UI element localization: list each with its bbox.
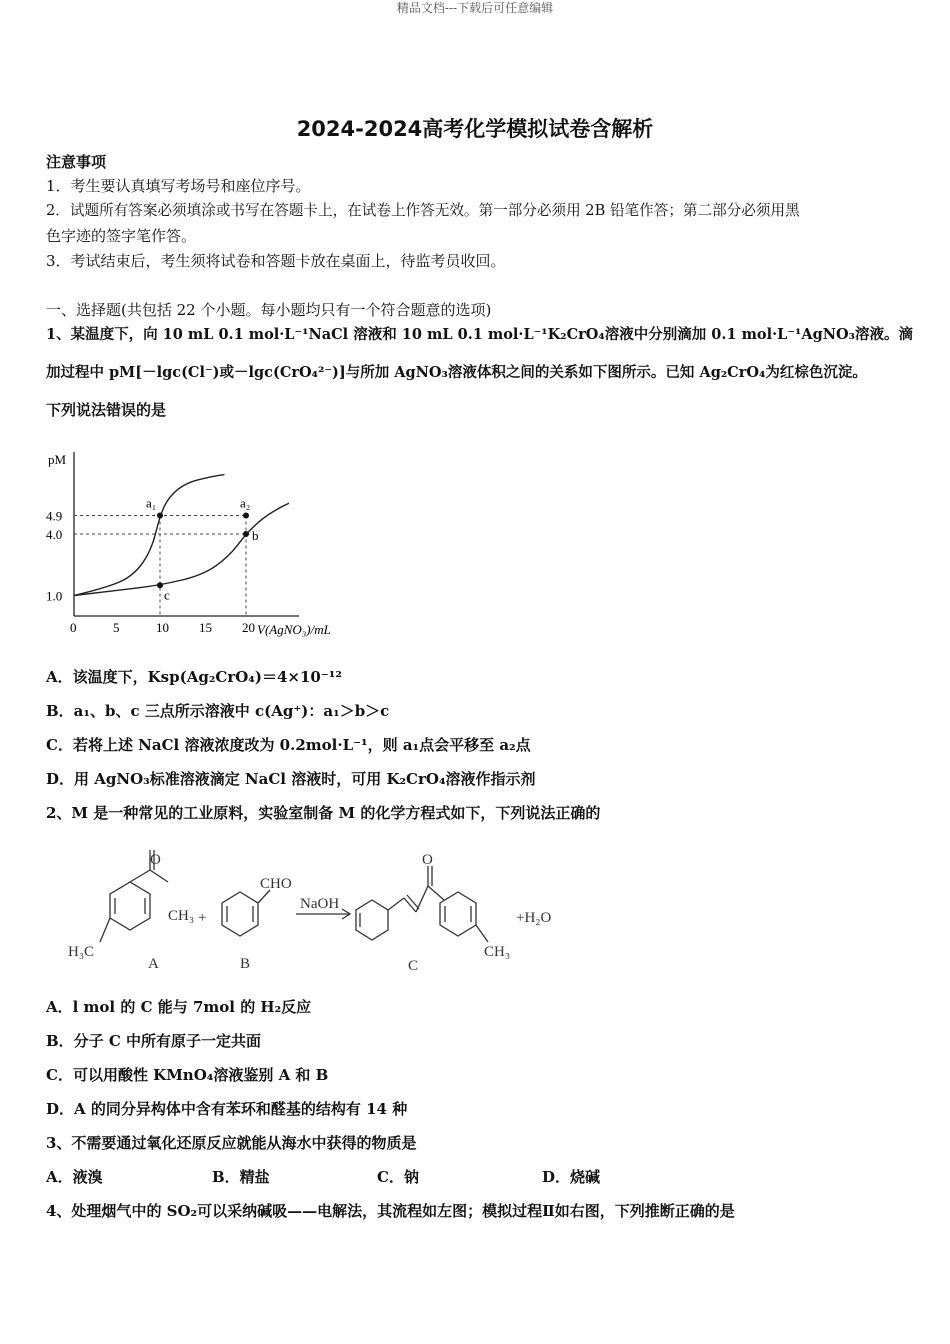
label-c: C [408, 958, 419, 974]
q4-stem: 4、处理烟气中的 SO₂可以采纳碱吸——电解法，其流程如左图；模拟过程Ⅱ如右图，下列推断正确的是 [46, 1202, 735, 1220]
q1-option-b: B．a₁、b、c 三点所示溶液中 c(Ag⁺)：a₁＞b＞c [46, 702, 390, 720]
x-tick-label: 0 [70, 620, 77, 635]
q1-stem: 加过程中 pM[－lgc(Cl⁻)或－lgc(CrO₄²⁻)]与所加 AgNO₃溶液体积之间的关系如下图所示。已知 Ag₂CrO₄为红棕色沉淀。 [46, 364, 867, 381]
point-label: a₂ [240, 495, 251, 511]
water-label: +H₂O [516, 910, 552, 926]
x-tick-label: 5 [113, 620, 120, 635]
q3-option-b: B．精盐 [212, 1168, 270, 1186]
o-label: O [422, 852, 433, 868]
page-header-watermark: 精品文档---下载后可任意编辑 [396, 1, 554, 15]
data-point [157, 582, 163, 588]
y-tick-label: 4.9 [46, 508, 63, 524]
data-point [243, 531, 249, 537]
q2-option-b: B．分子 C 中所有原子一定共面 [46, 1032, 262, 1050]
notice-item: 色字迹的签字笔作答。 [46, 227, 197, 245]
x-tick-label: 10 [156, 620, 169, 635]
series-line-2 [74, 503, 289, 595]
q1-option-c: C．若将上述 NaCl 溶液浓度改为 0.2mol·L⁻¹，则 a₁点会平移至 a₂点 [46, 736, 531, 754]
notice-item: 2．试题所有答案必须填涂或书写在答题卡上，在试卷上作答无效。第一部分必须用 2B 铅笔作答；第二部分必须用黑 [46, 202, 800, 219]
q1-stem: 下列说法错误的是 [46, 401, 167, 419]
q2-stem: 2、M 是一种常见的工业原料，实验室制备 M 的化学方程式如下，下列说法正确的 [46, 804, 601, 822]
label-b: B [240, 956, 251, 972]
reaction-scheme [60, 842, 600, 982]
q2-option-d: D．A 的同分异构体中含有苯环和醛基的结构有 14 种 [46, 1100, 408, 1118]
plus-label: + [198, 910, 207, 926]
point-label: b [252, 528, 259, 543]
data-point [157, 513, 163, 519]
q1-option-a: A．该温度下，Ksp(Ag₂CrO₄)＝4×10⁻¹² [46, 668, 342, 686]
q3-option-a: A．液溴 [46, 1168, 103, 1186]
o-label: O [150, 852, 161, 868]
benzene-ring-a [110, 882, 150, 930]
label-a: A [148, 956, 159, 972]
y-axis-label: pM [48, 452, 67, 467]
pm-volume-chart [44, 440, 374, 645]
y-tick-label: 1.0 [46, 588, 63, 604]
point-label: c [164, 587, 170, 603]
x-tick-label: 15 [199, 620, 212, 635]
q3-option-d: D．烧碱 [542, 1168, 601, 1186]
q1-option-d: D．用 AgNO₃标准溶液滴定 NaCl 溶液时，可用 K₂CrO₄溶液作指示剂 [46, 770, 536, 788]
page-title: 2024-2024高考化学模拟试卷含解析 [296, 117, 654, 141]
notice-heading: 注意事项 [46, 153, 107, 171]
series-line-1 [74, 475, 225, 596]
ch3-label: CH₃ [168, 908, 195, 924]
notice-item: 1．考生要认真填写考场号和座位序号。 [46, 177, 311, 195]
q3-option-c: C．钠 [377, 1168, 419, 1186]
q1-stem: 1、某温度下，向 10 mL 0.1 mol·L⁻¹NaCl 溶液和 10 mL 0.1 mol·L⁻¹K₂CrO₄溶液中分别滴加 0.1 mol·L⁻¹AgNO₃溶液。滴 [46, 326, 913, 343]
data-point [243, 513, 249, 519]
q2-option-a: A．l mol 的 C 能与 7mol 的 H₂反应 [46, 998, 312, 1016]
x-tick-label: 20 [242, 620, 255, 635]
reagent-label: NaOH [300, 896, 340, 912]
notice-item: 3．考试结束后，考生须将试卷和答题卡放在桌面上，待监考员收回。 [46, 252, 506, 270]
ch3-label: CH₃ [484, 944, 511, 960]
h3c-label: H₃C [68, 944, 95, 960]
y-tick-label: 4.0 [46, 527, 63, 542]
q2-option-c: C．可以用酸性 KMnO₄溶液鉴别 A 和 B [46, 1066, 329, 1084]
point-label: a₁ [146, 495, 157, 511]
q3-stem: 3、不需要通过氧化还原反应就能从海水中获得的物质是 [46, 1134, 417, 1152]
benzene-ring-c1 [356, 900, 388, 940]
section-heading: 一、选择题(共包括 22 个小题。每小题均只有一个符合题意的选项) [46, 301, 492, 319]
x-axis-label: V(AgNO₃)/mL [257, 622, 331, 637]
cho-label: CHO [260, 876, 292, 892]
